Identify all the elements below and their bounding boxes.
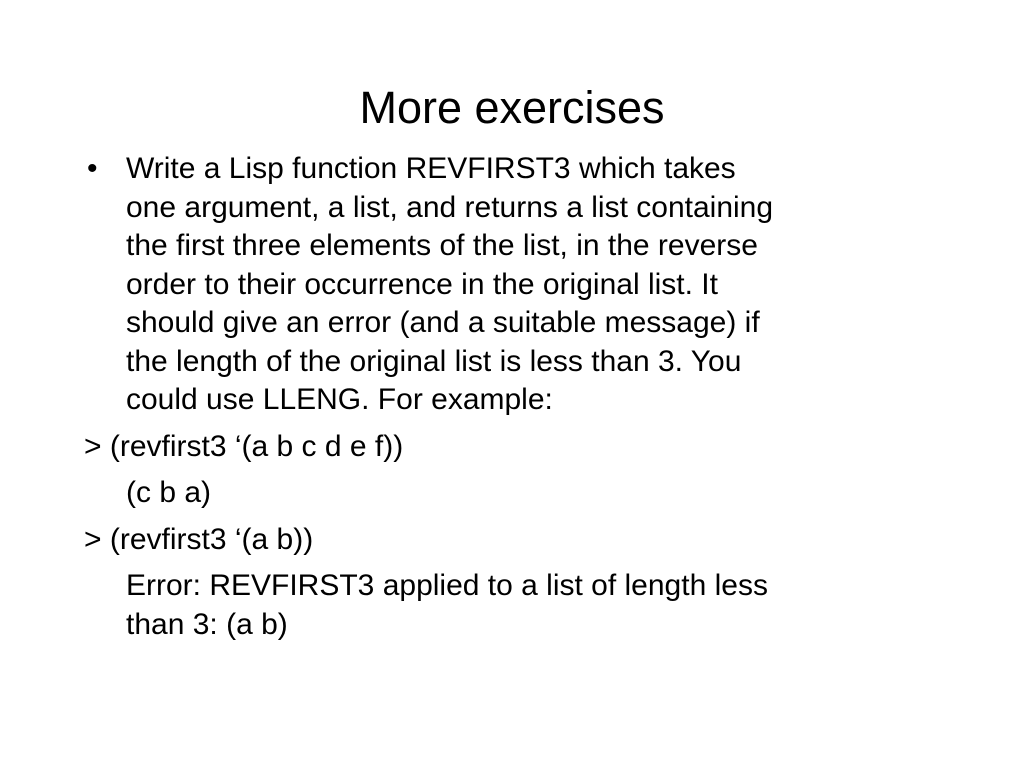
example-2-output-line: Error: REVFIRST3 applied to a list of length less [126,569,768,602]
bullet-line: Write a Lisp function REVFIRST3 which takes [126,152,736,185]
bullet-icon: • [87,152,98,185]
example-2-output-line: than 3: (a b) [126,607,288,641]
example-1-input: > (revfirst3 ‘(a b c d e f)) [84,429,404,463]
bullet-line: the length of the original list is less than 3. You [126,344,742,378]
bullet-line: order to their occurrence in the original list. It [126,267,718,301]
slide-body [84,150,964,644]
bullet-item [84,150,964,420]
example-1-output: (c b a) [126,476,212,509]
bullet-line: the first three elements of the list, in the reverse [126,229,758,262]
slide-title: More exercises [359,82,665,133]
bullet-line: one argument, a list, and returns a list containing [126,190,774,224]
bullet-line: could use LLENG. For example: [126,383,553,416]
bullet-line: should give an error (and a suitable message) if [126,306,760,339]
example-2-input: > (revfirst3 ‘(a b)) [84,522,314,556]
example-2-output [84,567,964,644]
